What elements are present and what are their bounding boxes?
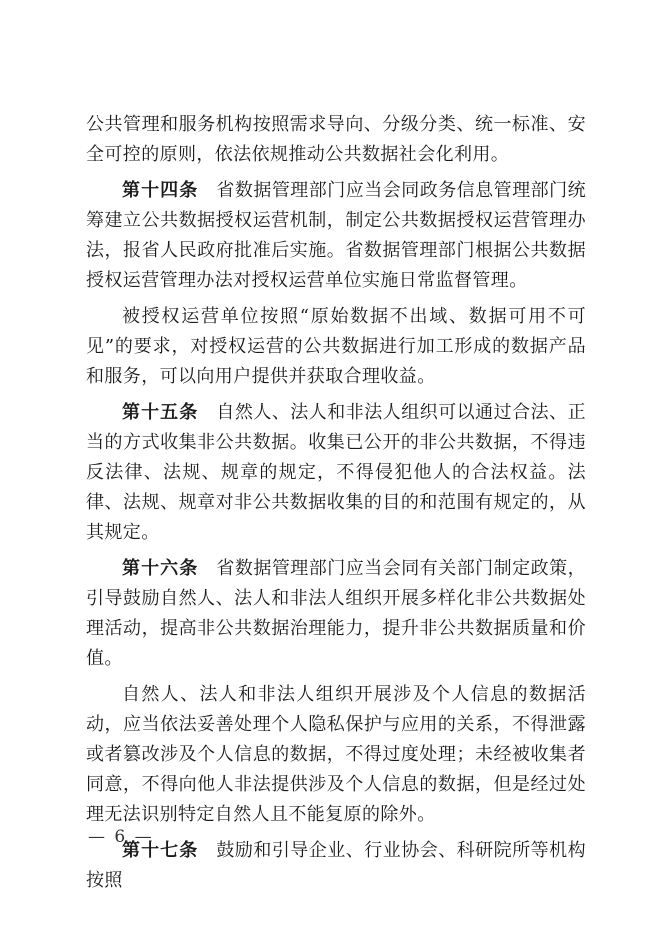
- body-text: [86, 110, 586, 896]
- paragraph-text: 自然人、法人和非法人组织开展涉及个人信息的数据活动，应当依法妥善处理个人隐私保护与应用的关系，不得泄露或者篡改涉及个人信息的数据，不得过度处理；未经被收集者同意，不得向他人非法提供涉及个人信息的数据，但是经过处理无法识别特定自然人且不能复原的除外。: [86, 684, 586, 825]
- article-14-paragraph: [86, 176, 586, 296]
- page-number: — 6 —: [88, 827, 154, 847]
- paragraph: [86, 110, 586, 170]
- article-number: 第十五条: [122, 402, 199, 423]
- article-number: 第十四条: [122, 180, 199, 201]
- article-number: 第十七条: [122, 840, 199, 861]
- article-17-paragraph: [86, 836, 586, 896]
- paragraph: [86, 302, 586, 392]
- article-16-paragraph: [86, 554, 586, 674]
- paragraph-text: 自然人、法人和非法人组织可以通过合法、正当的方式收集非公共数据。收集已公开的非公共数据，不得违反法律、法规、规章的规定，不得侵犯他人的合法权益。法律、法规、规章对非公共数据收集的目的和范围有规定的，从其规定。: [86, 402, 587, 543]
- paragraph: [86, 680, 586, 830]
- paragraph-text: 省数据管理部门应当会同有关部门制定政策，引导鼓励自然人、法人和非法人组织开展多样化非公共数据处理活动，提高非公共数据治理能力，提升非公共数据质量和价值。: [86, 558, 587, 669]
- article-15-paragraph: [86, 398, 586, 548]
- paragraph-text: 鼓励和引导企业、行业协会、科研院所等机构按照: [86, 840, 587, 891]
- paragraph-text: 公共管理和服务机构按照需求导向、分级分类、统一标准、安全可控的原则，依法依规推动公共数据社会化利用。: [86, 114, 586, 165]
- paragraph-text: 省数据管理部门应当会同政务信息管理部门统筹建立公共数据授权运营机制，制定公共数据授权运营管理办法，报省人民政府批准后实施。省数据管理部门根据公共数据授权运营管理办法对授权运营单位实施日常监督管理。: [86, 180, 587, 291]
- article-number: 第十六条: [122, 558, 199, 579]
- paragraph-text: 被授权运营单位按照“原始数据不出域、数据可用不可见”的要求，对授权运营的公共数据进行加工形成的数据产品和服务，可以向用户提供并获取合理收益。: [86, 306, 586, 387]
